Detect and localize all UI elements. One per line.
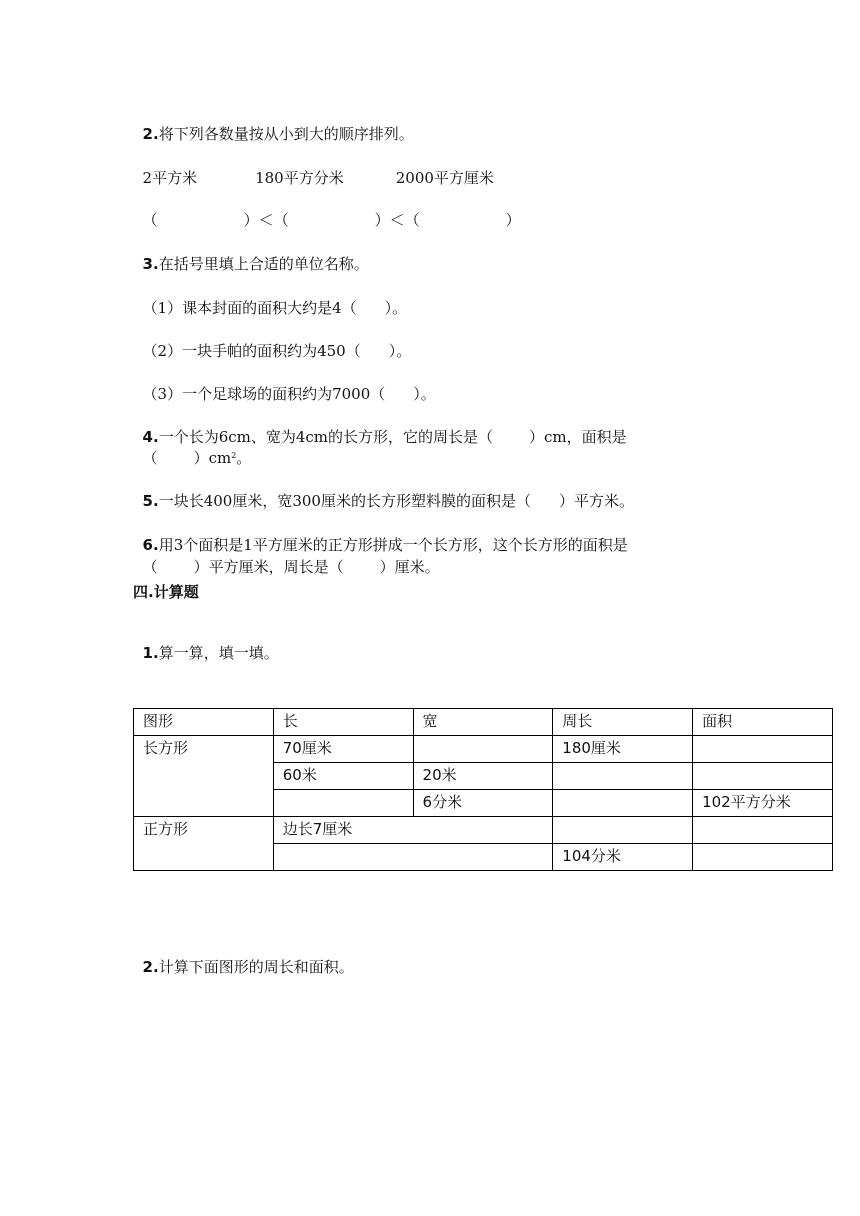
table-cell [553, 790, 693, 817]
q4-text-a: 一个长为6cm、宽为4cm的长方形，它的周长是（ [158, 428, 494, 446]
less-than-1: ＜ [258, 211, 274, 229]
q2-item-3: 2000平方厘米 [395, 169, 494, 187]
q3-sub-1-end: ）。 [384, 299, 408, 317]
table-cell: 边长7厘米 [273, 817, 553, 844]
blank-open-2: （ [273, 211, 289, 229]
table-cell: 20米 [413, 763, 553, 790]
table-cell [553, 763, 693, 790]
table-cell: 180厘米 [553, 736, 693, 763]
calc-2-number: 2. [142, 958, 159, 976]
table-header-cell: 面积 [693, 709, 833, 736]
q4-end: 。 [236, 449, 252, 467]
q3-sub-1 [133, 281, 407, 317]
table-cell [273, 790, 413, 817]
q6-text-3: ）厘米。 [379, 558, 440, 576]
table-cell [693, 763, 833, 790]
q2-item-2: 180平方分米 [255, 169, 344, 187]
q4-number: 4. [142, 428, 159, 446]
q2-number: 2. [142, 125, 159, 143]
q4-blank-open: （ [142, 449, 158, 467]
q5-number: 5. [142, 492, 159, 510]
table-cell: 6分米 [413, 790, 553, 817]
section-4-title: 四.计算题 [133, 583, 199, 601]
table-cell: 104分米 [553, 844, 693, 871]
q2-text: 将下列各数量按从小到大的顺序排列。 [158, 125, 414, 143]
table-header-cell: 周长 [553, 709, 693, 736]
blank-close-1: ） [243, 211, 259, 229]
calc-2-title [133, 940, 354, 976]
q5-text-b: ）平方米。 [558, 492, 634, 510]
rectangle-label-cell: 长方形 [134, 736, 274, 817]
q3-sub-3 [133, 367, 436, 403]
table-cell: 60米 [273, 763, 413, 790]
table-cell [553, 817, 693, 844]
q6-line-2 [133, 540, 440, 576]
table-cell [273, 844, 553, 871]
q2-title [133, 107, 414, 143]
q6-number: 6. [142, 536, 159, 554]
q6-blank-open: （ [142, 558, 158, 576]
q3-number: 3. [142, 255, 159, 273]
table-header-cell: 图形 [134, 709, 274, 736]
q3-sub-3-end: ）。 [413, 385, 436, 403]
q2-item-1: 2平方米 [142, 169, 198, 187]
table-row [134, 817, 833, 844]
q2-answer-blanks [133, 193, 521, 229]
q6-text-2: ）平方厘米，周长是（ [193, 558, 344, 576]
q5-text-a: 一块长400厘米，宽300厘米的长方形塑料膜的面积是（ [158, 492, 531, 510]
q4-text-b: ）cm，面积是 [529, 428, 627, 446]
table-cell: 102平方分米 [693, 790, 833, 817]
q2-items [133, 151, 494, 187]
calc-2-text: 计算下面图形的周长和面积。 [158, 958, 354, 976]
q3-sub-3-text: （3）一个足球场的面积约为7000（ [142, 385, 386, 403]
q5 [133, 474, 634, 510]
blank-open-1: （ [142, 211, 158, 229]
q4-line-2 [133, 431, 251, 467]
blank-close-3: ） [505, 211, 521, 229]
q4-unit: ）cm [193, 449, 232, 467]
table-row [134, 736, 833, 763]
table-cell [693, 817, 833, 844]
calc-1-text: 算一算，填一填。 [158, 644, 279, 662]
calc-1-title [133, 626, 279, 662]
less-than-2: ＜ [389, 211, 405, 229]
square-label-cell: 正方形 [134, 817, 274, 871]
table-header-row [134, 709, 833, 736]
table-cell [413, 736, 553, 763]
blank-open-3: （ [404, 211, 420, 229]
q3-sub-1-text: （1）课本封面的面积大约是4（ [142, 299, 357, 317]
q4-unit-exponent: 2 [231, 451, 237, 460]
q3-text: 在括号里填上合适的单位名称。 [158, 255, 369, 273]
q3-sub-2-text: （2）一块手帕的面积约为450（ [142, 342, 361, 360]
calc-1-number: 1. [142, 644, 159, 662]
table-cell [693, 844, 833, 871]
q3-sub-2-end: ）。 [388, 342, 412, 360]
table-cell [693, 736, 833, 763]
table-cell: 70厘米 [273, 736, 413, 763]
blank-close-2: ） [374, 211, 390, 229]
q3-sub-2 [133, 324, 411, 360]
table-header-cell: 宽 [413, 709, 553, 736]
shape-table [133, 708, 833, 871]
q6-text-1: 用3个面积是1平方厘米的正方形拼成一个长方形，这个长方形的面积是 [158, 536, 628, 554]
q3-title [133, 237, 369, 273]
table-header-cell: 长 [273, 709, 413, 736]
